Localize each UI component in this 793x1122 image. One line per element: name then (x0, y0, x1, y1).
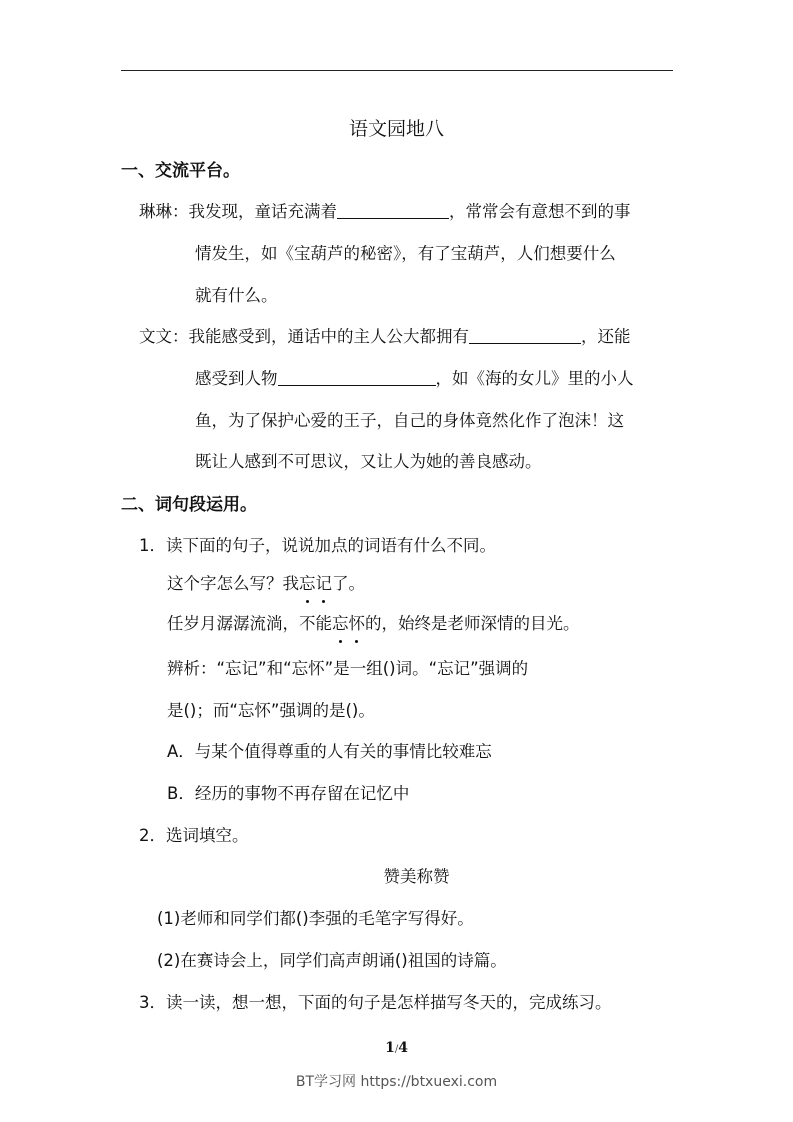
footer-watermark: BT学习网 https://btxuexi.com (295, 1074, 498, 1090)
page-total: 4 (398, 1040, 408, 1056)
answer-blank[interactable] (469, 326, 581, 344)
wenwen-line-3: 鱼，为了保护心爱的王子，自己的身体竟然化作了泡沫！这 (195, 411, 624, 430)
q2-item-1: (1)老师和同学们都()李强的毛笔字写得好。 (157, 909, 474, 928)
linlin-line-1 (139, 198, 631, 222)
text: 的，始终是老师深情的目光。 (365, 614, 580, 633)
text: 我发现，童话充满着 (188, 202, 337, 221)
q2-item-2: (2)在赛诗会上，同学们高声朗诵()祖国的诗篇。 (157, 951, 507, 970)
page-separator: / (394, 1044, 399, 1055)
header-rule (121, 70, 673, 71)
speaker-linlin: 琳琳： (139, 202, 189, 221)
emphasis-dot-char: 记 (316, 570, 333, 594)
text: 这个字怎么写？我 (167, 574, 299, 593)
q3-prompt: 3．读一读，想一想，下面的句子是怎样描写冬天的，完成练习。 (139, 993, 612, 1012)
q2-word-bank: 赞美称赞 (383, 867, 450, 886)
q1-prompt: 1．读下面的句子，说说加点的词语有什么不同。 (139, 536, 496, 555)
page-number (0, 1040, 793, 1056)
text: 了。 (332, 574, 365, 593)
emphasis-dot-char: 怀 (349, 610, 366, 634)
text: ，常常会有意想不到的事 (449, 202, 631, 221)
speaker-wenwen: 文文： (139, 327, 189, 346)
emphasis-dot-char: 忘 (299, 570, 316, 594)
text: 我能感受到，通话中的主人公大都拥有 (188, 327, 469, 346)
q2-prompt: 2．选词填空。 (139, 826, 249, 845)
linlin-line-3: 就有什么。 (195, 286, 278, 305)
wenwen-line-1 (139, 323, 631, 347)
linlin-line-2: 情发生，如《宝葫芦的秘密》，有了宝葫芦，人们想要什么 (195, 244, 616, 263)
wenwen-line-4: 既让人感到不可思议，又让人为她的善良感动。 (195, 452, 542, 471)
q1-analysis-line-2: 是()；而“忘怀”强调的是()。 (167, 701, 375, 720)
q1-sentence-1 (167, 570, 365, 594)
wenwen-line-2 (195, 365, 634, 389)
page-title: 语文园地八 (348, 118, 444, 140)
text: 任岁月潺潺流淌，不能 (167, 614, 332, 633)
answer-blank[interactable] (278, 368, 436, 386)
section-heading-usage: 二、词句段运用。 (121, 495, 257, 515)
text: 感受到人物 (195, 369, 278, 388)
answer-blank[interactable] (337, 201, 449, 219)
page-current: 1 (385, 1040, 395, 1056)
q1-option-a: A．与某个值得尊重的人有关的事情比较难忘 (167, 742, 492, 761)
text: ，如《海的女儿》里的小人 (435, 369, 634, 388)
q1-analysis-line-1: 辨析：“忘记”和“忘怀”是一组()词。“忘记”强调的 (167, 659, 529, 678)
q1-option-b: B．经历的事物不再存留在记忆中 (167, 784, 410, 803)
emphasis-dot-char: 忘 (332, 610, 349, 634)
section-heading-exchange: 一、交流平台。 (121, 161, 240, 181)
q1-sentence-2 (167, 610, 580, 634)
text: ，还能 (581, 327, 631, 346)
